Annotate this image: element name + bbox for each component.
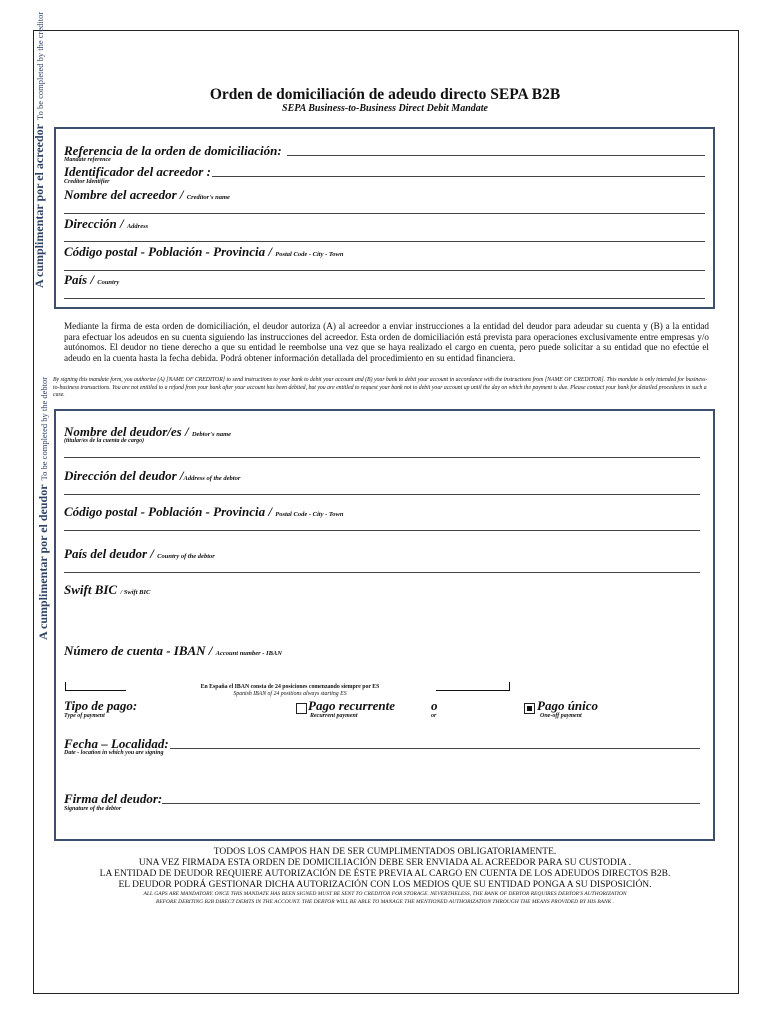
debtor-side-label: A cumplimentar por el deudorTo be completed by the debtor (36, 376, 50, 640)
or-label: o (431, 698, 438, 713)
recurrent-checkbox[interactable] (296, 703, 307, 714)
creditor-postal-label: Código postal - Población - Provincia / Postal Code - City - Town (64, 244, 344, 259)
recurrent-label: Pago recurrente (308, 698, 396, 713)
creditor-id-sub: Creditor Identifier (64, 179, 110, 185)
creditor-address-label: Dirección / Address (64, 216, 149, 231)
signature-field[interactable] (162, 803, 700, 804)
iban-bracket-left-base (65, 690, 126, 691)
legal-text-en: By signing this mandate form, you authorize (A) [NAME OF CREDITOR] to send instructions to your bank to debit your account and (B) your bank to debit your account in accordance with the instructions from [NAME OF CREDITOR]. This mandate is only intended for business-to-business transactions. You are not entitled to a refund from your bank after your account has been debited, but you are entitled to request your bank not to debit your account up until the day on which the payment is due. Please contact your bank for detailed procedures in such a case. (53, 377, 708, 399)
oneoff-checkbox[interactable] (524, 703, 535, 714)
creditor-side-label: A cumplimentar por el acreedorTo be completed by the creditor (32, 11, 46, 288)
footer-line2: UNA VEZ FIRMADA ESTA ORDEN DE DOMICILIACIÓN DEBE SER ENVIADA AL ACREEDOR PARA SU CUSTODIA . (138, 858, 632, 868)
iban-bracket-right (509, 682, 510, 690)
date-place-sub: Date - location in which you are signing (64, 750, 164, 756)
footer-line3: LA ENTIDAD DE DEUDOR REQUIERE AUTORIZACIÓN DE ÉSTE PREVIA AL CARGO EN CUENTA DE LOS ADEUDOS DIRECTOS B2B. (99, 869, 671, 879)
debtor-name-sub: (titular/es de la cuenta de cargo) (64, 438, 145, 444)
footer-line1: TODOS LOS CAMPOS HAN DE SER CUMPLIMENTADOS OBLIGATORIAMENTE. (213, 847, 557, 857)
creditor-name-label: Nombre del acreedor / Creditor's name (64, 187, 230, 202)
debtor-address-field[interactable] (64, 494, 700, 495)
creditor-address-field[interactable] (64, 241, 705, 242)
signature-sub: Signature of the debtor (64, 806, 122, 812)
legal-text-es: Mediante la firma de esta orden de domiciliación, el deudor autoriza (A) al acreedor a enviar instrucciones a la entidad del deudor para adeudar su cuenta y (B) a la entidad para efectuar los adeudos en su cuenta siguiendo las instrucciones del acreedor. Esta orden de domiciliación está prevista para operaciones exclusivamente entre empresas y/o autónomos. El deudor no tiene derecho a que su entidad le reembolse una vez que se haya realizado el cargo en cuenta, pero puede solicitar a su entidad que no efectúe el adeudo en la cuenta hasta la fecha debida. Podrá obtener información detallada del procedimiento en su entidad financiera. (64, 321, 709, 363)
creditor-name-field[interactable] (64, 213, 705, 214)
or-sub: or (431, 713, 437, 719)
creditor-id-label: Identificador del acreedor : (64, 164, 211, 179)
creditor-country-label: País / Country (64, 272, 120, 287)
oneoff-sub: One-off payment (540, 713, 582, 719)
iban-note: En España el IBAN consta de 24 posiciones comenzando siempre por ES Spanish IBAN of 24 positions always starting ES (200, 684, 380, 697)
footer-en1: ALL GAPS ARE MANDATORY. ONCE THIS MANDATE HAS BEEN SIGNED MUST BE SENT TO CREDITOR FOR STORAGE. NEVERTHELESS, THE BANK OF DEBTOR REQUIRES DEBTOR'S AUTHORIZATION (143, 891, 627, 897)
debtor-country-field[interactable] (64, 572, 700, 573)
creditor-country-field[interactable] (64, 298, 705, 299)
creditor-postal-field[interactable] (64, 270, 705, 271)
mandate-ref-field[interactable] (287, 155, 705, 156)
creditor-id-field[interactable] (212, 176, 705, 177)
oneoff-label: Pago único (537, 698, 599, 713)
debtor-name-field[interactable] (64, 457, 700, 458)
debtor-postal-field[interactable] (64, 530, 700, 531)
footer-en2: BEFORE DEBITING B2B DIRECT DEBITS IN THE ACCOUNT. THE DEBTOR WILL BE ABLE TO MANAGE THE MENTIONED AUTHORIZATION THROUGH THE MEANS PROVIDED BY HIS BANK . (155, 899, 615, 905)
payment-type-sub: Type of payment (64, 713, 105, 719)
recurrent-sub: Recurrent payment (310, 713, 358, 719)
debtor-postal-label: Código postal - Población - Provincia / Postal Code - City - Town (64, 504, 344, 519)
payment-type-label: Tipo de pago: (64, 698, 138, 713)
mandate-ref-label: Referencia de la orden de domiciliación: (64, 143, 282, 158)
iban-label: Número de cuenta - IBAN / Account number - IBAN (64, 643, 282, 658)
page-subtitle: SEPA Business-to-Business Direct Debit Mandate (282, 103, 488, 114)
footer-line4: EL DEUDOR PODRÁ GESTIONAR DICHA AUTORIZACIÓN CON LOS MEDIOS QUE SU ENTIDAD PONGA A SU DISPOSICIÓN. (118, 880, 652, 890)
swift-label: Swift BIC / Swift BIC (64, 582, 151, 597)
debtor-country-label: País del deudor / Country of the debtor (64, 546, 215, 561)
page-title: Orden de domiciliación de adeudo directo SEPA B2B (209, 86, 561, 103)
mandate-ref-sub: Mandate reference (64, 157, 111, 163)
swift-field[interactable] (170, 580, 700, 620)
debtor-address-label: Dirección del deudor /Address of the debtor (64, 468, 241, 483)
iban-bracket-left (65, 682, 66, 690)
signature-label: Firma del deudor: (64, 791, 163, 806)
iban-bracket-right-base (436, 690, 510, 691)
debtor-name-label: Nombre del deudor/es / Debtor's name (64, 424, 232, 439)
date-place-field[interactable] (170, 748, 700, 749)
date-place-label: Fecha – Localidad: (64, 736, 169, 751)
